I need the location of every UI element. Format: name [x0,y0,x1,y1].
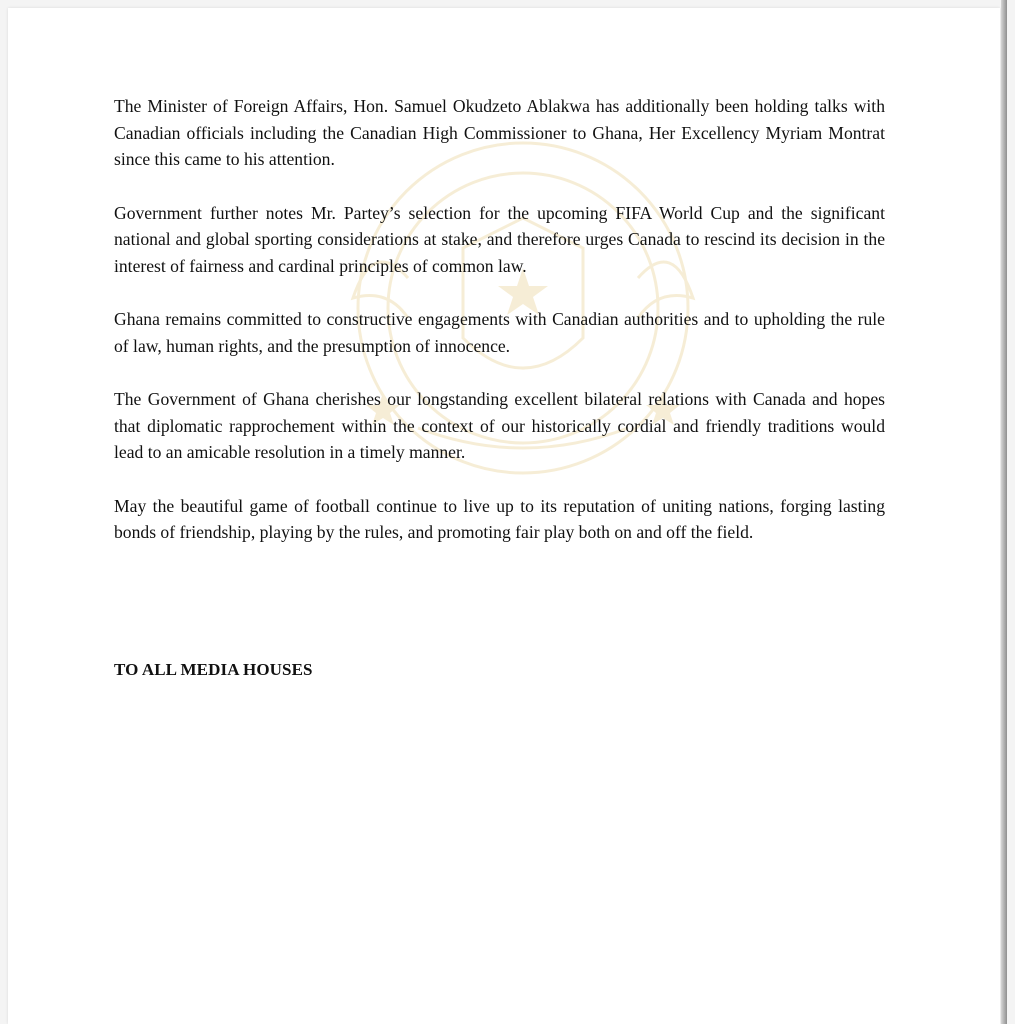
closing-line: TO ALL MEDIA HOUSES [114,660,313,679]
paragraph-commitment: Ghana remains committed to constructive engagements with Canadian authorities and to upholding the rule of law, human rights, and the presumption of innocence. [114,309,885,356]
page-edge-shadow [1001,0,1007,1024]
paragraph-bilateral-relations: The Government of Ghana cherishes our longstanding excellent bilateral relations with Canada and hopes that diplomatic rapprochement within the context of our historically cordial and friendly traditions would lead to an amicable resolution in a timely manner. [114,389,885,462]
paragraph-football: May the beautiful game of football continue to live up to its reputation of uniting nations, forging lasting bonds of friendship, playing by the rules, and promoting fair play both on and off the field. [114,495,885,542]
paragraph-world-cup-selection: Government further notes Mr. Partey’s selection for the upcoming FIFA World Cup and the significant national and global sporting considerations at stake, and therefore urges Canada to rescind its decision in the interest of fairness and cardinal principles of common law. [114,202,885,276]
paragraph-minister-talks: The Minister of Foreign Affairs, Hon. Samuel Okudzeto Ablakwa has additionally been holding talks with Canadian officials including the Canadian High Commissioner to Ghana, Her Excellency Myriam Montrat since this came to his attention. [114,96,885,169]
document-body [114,93,885,573]
document-page [8,8,1000,1024]
